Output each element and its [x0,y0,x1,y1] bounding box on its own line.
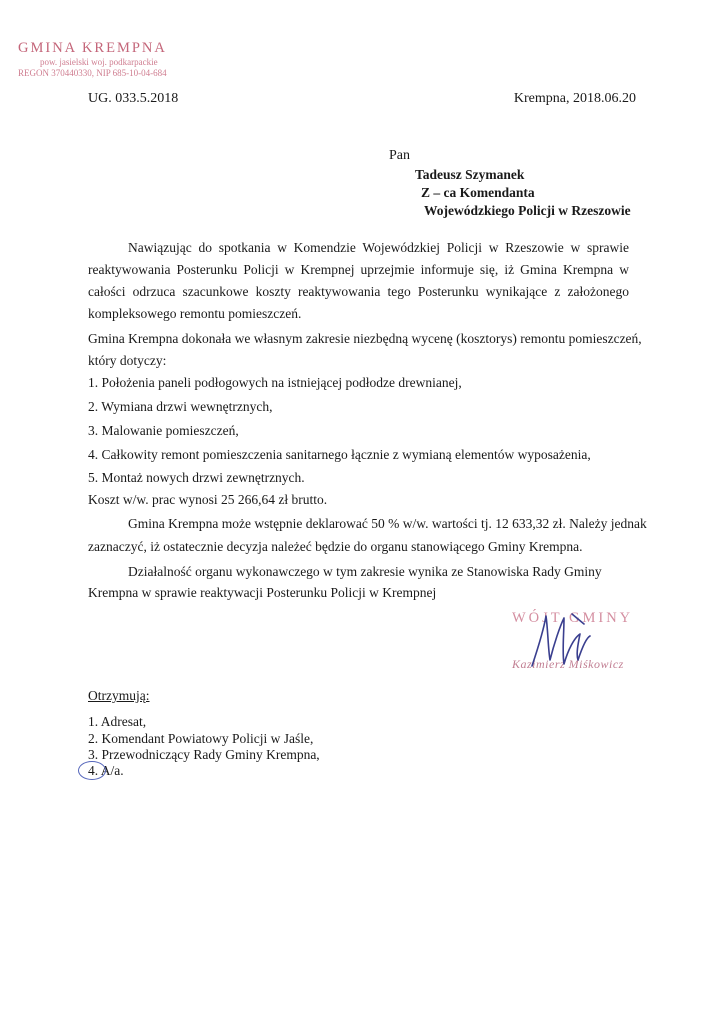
handwritten-signature [528,608,608,674]
place-and-date: Krempna, 2018.06.20 [513,91,636,106]
paragraph-estimate-line2: który dotyczy: [88,353,167,368]
municipality-stamp-district: pow. jasielski woj. podkarpackie [40,57,158,67]
signature-stamp-office: WÓJT GMINY [512,610,634,626]
paragraph-basis-line2: Krempna w sprawie reaktywacji Posterunku Policji w Krempnej [88,585,437,600]
cost-statement: Koszt w/w. prac wynosi 25 266,64 zł brutto. [88,492,328,507]
salutation: Pan [389,148,410,163]
recipient-item: 2. Komendant Powiatowy Policji w Jaśle, [88,731,314,746]
list-item: 2. Wymiana drzwi wewnętrznych, [88,399,273,414]
handwritten-circle-mark [78,761,106,780]
recipient-item: 1. Adresat, [88,714,147,729]
paragraph-declaration-line2: zaznaczyć, iż ostatecznie decyzja należeć będzie do organu stanowiącego Gminy Krempna. [88,539,583,554]
document-reference: UG. 033.5.2018 [88,91,179,106]
addressee-institution: Wojewódzkiego Policji w Rzeszowie [424,203,631,218]
paragraph-intro: Nawiązując do spotkania w Komendzie Wojewódzkiej Policji w Rzeszowie w sprawie reaktywowania Posterunku Policji w Krempnej uprzejmie informuje się, iż Gmina Krempna w całości odrzuca szacunkowe koszty reaktywowania tego Posterunku wynikające z założonego kompleksowego remontu pomieszczeń. [88,240,629,321]
list-item: 1. Położenia paneli podłogowych na istniejącej podłodze drewnianej, [88,375,462,390]
municipality-stamp-title: GMINA KREMPNA [18,40,167,56]
recipient-item: 3. Przewodniczący Rady Gminy Krempna, [88,747,320,762]
recipients-heading: Otrzymują: [88,688,150,703]
list-item: 4. Całkowity remont pomieszczenia sanitarnego łącznie z wymianą elementów wyposażenia, [88,447,591,462]
paragraph-basis-line1: Działalność organu wykonawczego w tym zakresie wynika ze Stanowiska Rady Gminy [128,564,602,579]
paragraph-declaration-line1: Gmina Krempna może wstępnie deklarować 50 % w/w. wartości tj. 12 633,32 zł. Należy jednak [128,516,647,531]
addressee-name: Tadeusz Szymanek [415,167,525,182]
municipality-stamp-regon-nip: REGON 370440330, NIP 685-10-04-684 [18,68,167,78]
list-item: 5. Montaż nowych drzwi zewnętrznych. [88,470,305,485]
paragraph-estimate-line1: Gmina Krempna dokonała we własnym zakresie niezbędną wycenę (kosztorys) remontu pomieszczeń, [88,331,642,346]
signature-stamp-person: Kazimierz Miśkowicz [512,657,624,671]
addressee-title: Z – ca Komendanta [421,185,535,200]
list-item: 3. Malowanie pomieszczeń, [88,423,239,438]
recipient-item: 4. A/a. [88,763,124,778]
